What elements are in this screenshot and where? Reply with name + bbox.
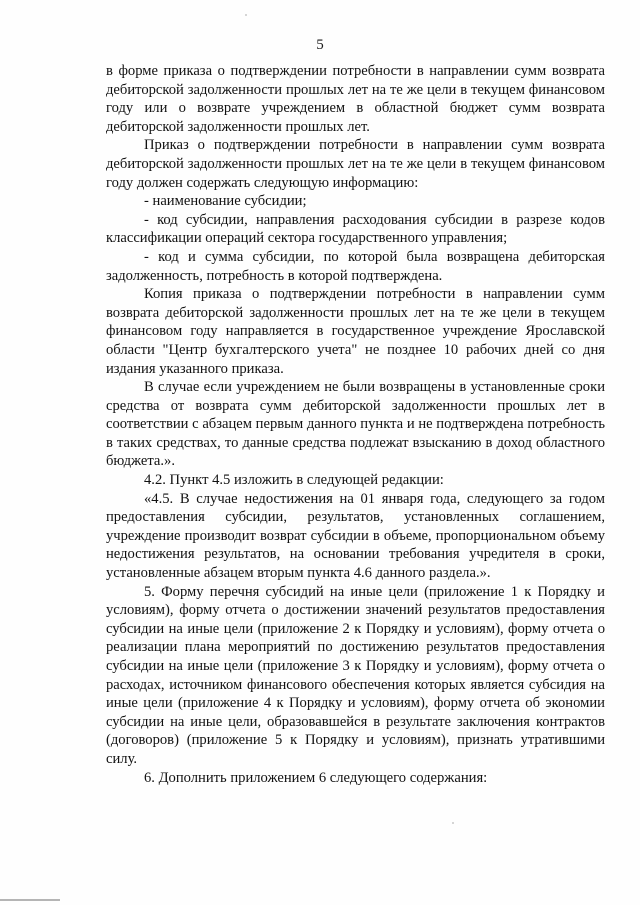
page-number: 5 bbox=[316, 37, 324, 53]
document-body bbox=[106, 62, 605, 787]
list-item-subsidy-code: - код субсидии, направления расходования субсидии в разрезе кодов классификации операций сектора государственного управления; bbox=[106, 211, 605, 247]
paragraph-item-5: 5. Форму перечня субсидий на иные цели (приложение 1 к Порядку и условиям), форму отчета о достижении значений результатов предоставления субсидии на иные цели (приложение 2 к Порядку и условиям), форму отчета о реализации плана мероприятий по достижению результатов предоставления субсидии на иные цели (приложение 3 к Порядку и условиям), форму отчета о расходах, источником финансового обеспечения которых является субсидия на иные цели (приложение 4 к Порядку и условиям), форму отчета об экономии субсидии на иные цели, образовавшейся в результате заключения контрактов (договоров) (приложение 5 к Порядку и условиям), признать утратившими силу. bbox=[106, 583, 605, 767]
scan-speck bbox=[452, 822, 454, 824]
paragraph-order-requirements: Приказ о подтверждении потребности в направлении сумм возврата дебиторской задолженности прошлых лет на те же цели в текущем финансовом году должен содержать следующую информацию: bbox=[106, 137, 605, 191]
paragraph-order-copy: Копия приказа о подтверждении потребности в направлении сумм возврата дебиторской задолженности прошлых лет на те же цели в текущем финансовом году направляется в государственное учреждение Ярославской области "Центр бухгалтерского учета" не позднее 10 рабочих дней со дня издания указанного приказа. bbox=[106, 286, 605, 377]
paragraph-item-6: 6. Дополнить приложением 6 следующего содержания: bbox=[144, 769, 488, 786]
paragraph-item-4-5: «4.5. В случае недостижения на 01 января года, следующего за годом предоставления субсидии, результатов, установленных соглашением, учреждение производит возврат субсидии в объеме, пропорциональном объему недостижения результатов, на основании требования учредителя в сроки, установленные абзацем вторым пункта 4.6 данного раздела.». bbox=[106, 490, 605, 582]
list-item-subsidy-name: - наименование субсидии; bbox=[144, 193, 307, 210]
paragraph-recovery: В случае если учреждением не были возвращены в установленные сроки средства от возврата сумм дебиторской задолженности прошлых лет в соответствии с абзацем первым данного пункта и не подтверждена потребность в таких средствах, то данные средства подлежат взысканию в доход областного бюджета.». bbox=[106, 379, 605, 470]
list-item-subsidy-amount: - код и сумма субсидии, по которой была возвращена дебиторская задолженность, потребность в которой подтверждена. bbox=[106, 248, 605, 284]
scan-edge-mark bbox=[0, 899, 60, 901]
scan-speck bbox=[245, 14, 247, 16]
paragraph-item-4-2: 4.2. Пункт 4.5 изложить в следующей редакции: bbox=[144, 472, 444, 489]
paragraph-continuation: в форме приказа о подтверждении потребности в направлении сумм возврата дебиторской задолженности прошлых лет на те же цели в текущем финансовом году или о возврате учреждением в областной бюджет сумм возврата дебиторской задолженности прошлых лет. bbox=[106, 63, 605, 135]
